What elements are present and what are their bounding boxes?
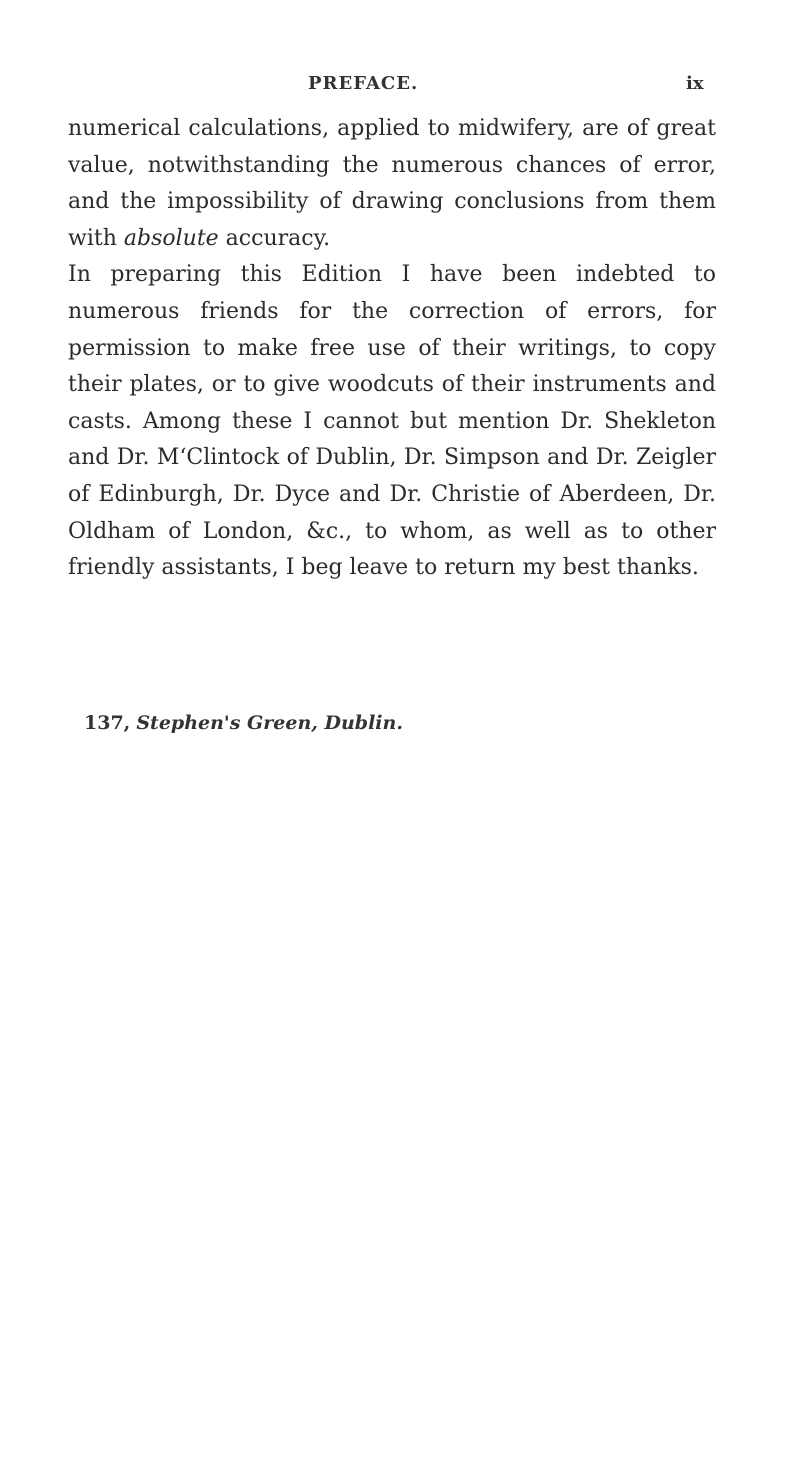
paragraph-text: accuracy. [218, 225, 331, 251]
paragraph-text: numerical calculations, applied to midwifery, are of great value, notwithstanding the numerous chances of error, and the impossibility of drawing conclusions from them with [68, 116, 716, 251]
street-number: 137, [84, 712, 131, 734]
signature-address [84, 712, 403, 734]
page-number: ix [686, 73, 704, 94]
running-title: PREFACE. [308, 73, 419, 94]
running-head [0, 73, 800, 105]
paragraph-continuation [68, 111, 716, 257]
body-text [68, 111, 716, 587]
emphasis-text: absolute [123, 225, 219, 251]
street-address: Stephen's Green, Dublin. [136, 712, 403, 734]
paragraph-acknowledgements: In preparing this Edition I have been indebted to numerous friends for the correction of errors, for permission to make free use of their writings, to copy their plates, or to give woodcuts of their instruments and casts. Among these I cannot but mention Dr. Shekleton and Dr. M‘Clintock of Dublin, Dr. Simpson and Dr. Zeigler of Edinburgh, Dr. Dyce and Dr. Christie of Aberdeen, Dr. Oldham of London, &c., to whom, as well as to other friendly assistants, I beg leave to return my best thanks. [68, 262, 716, 581]
